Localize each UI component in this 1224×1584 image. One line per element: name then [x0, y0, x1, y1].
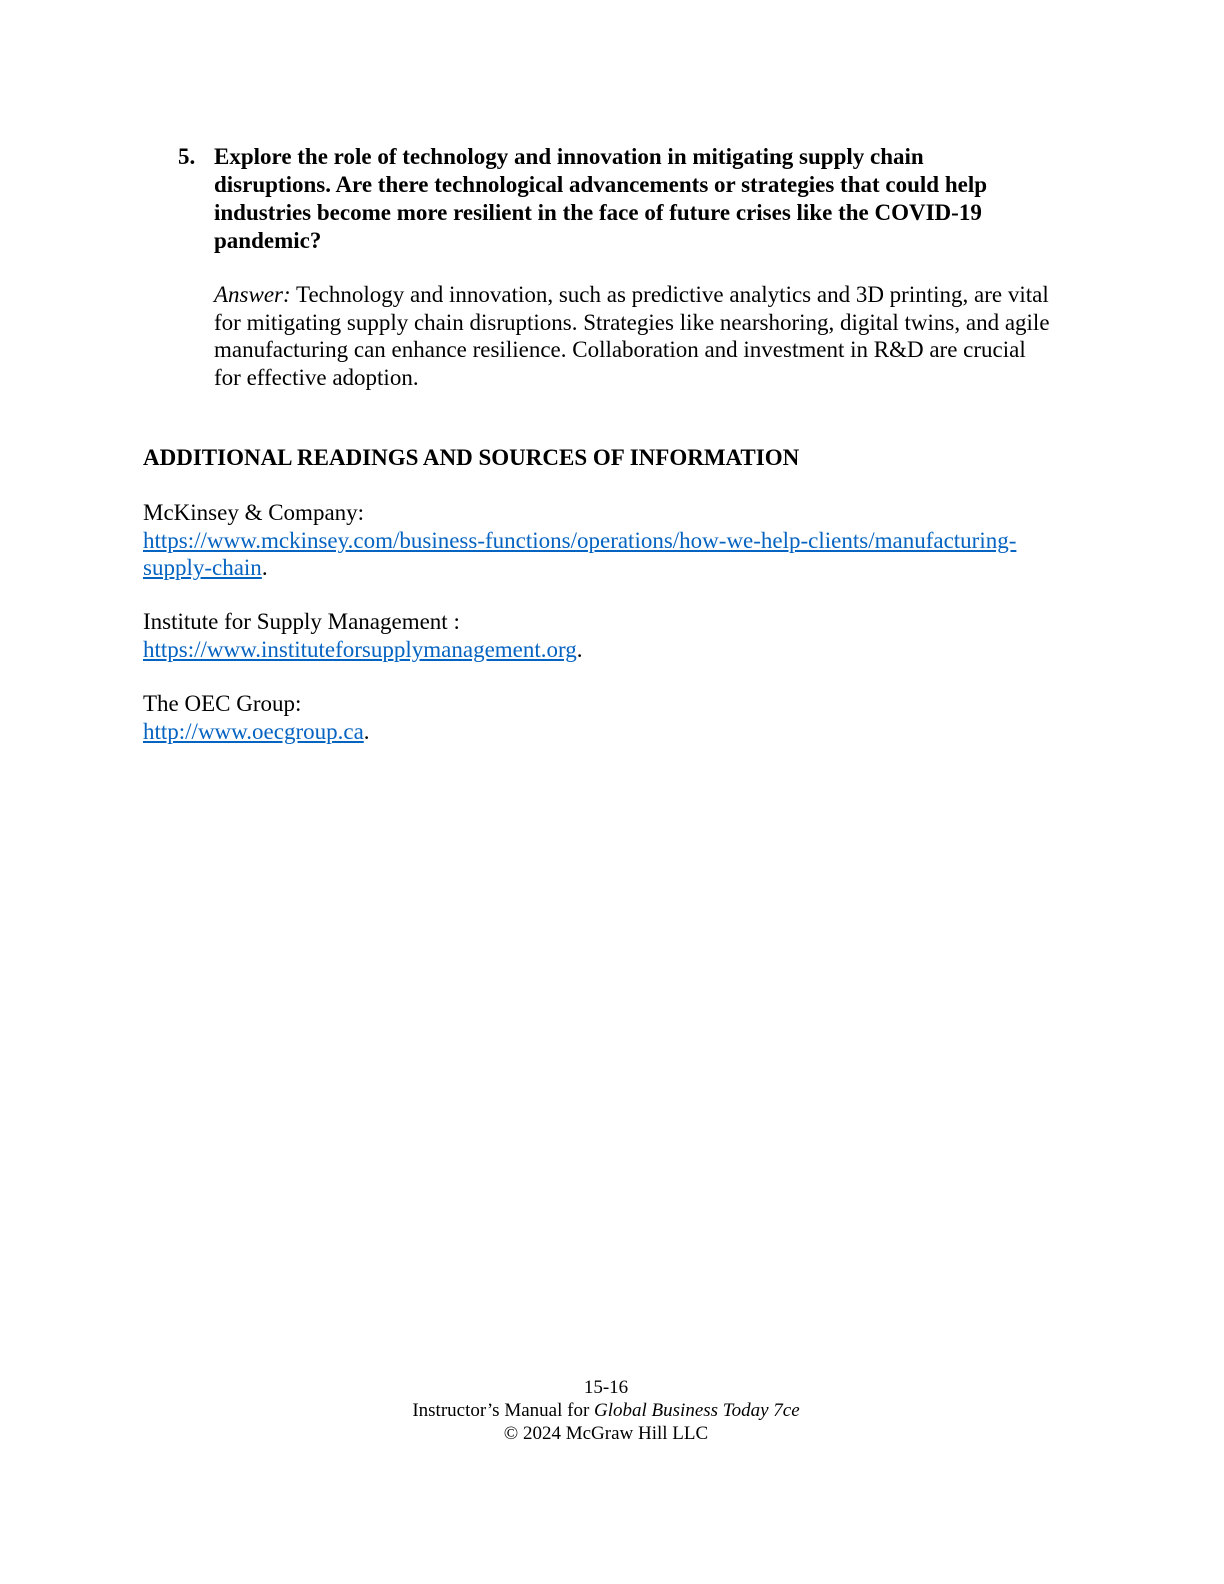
- source-name: Institute for Supply Management :: [143, 609, 460, 634]
- source-suffix: .: [363, 718, 370, 744]
- source-link[interactable]: https://www.mckinsey.com/business-functions/operations/how-we-help-clients/manufacturing-supply-chain: [143, 527, 1017, 580]
- manual-title-line: [0, 1399, 1212, 1422]
- source-suffix: .: [576, 636, 583, 662]
- question-number: 5.: [178, 144, 196, 169]
- manual-prefix: Instructor’s Manual for: [412, 1400, 595, 1421]
- source-ism: [143, 608, 1063, 663]
- section-heading: ADDITIONAL READINGS AND SOURCES OF INFORMATION: [143, 445, 800, 470]
- answer-text: Technology and innovation, such as predictive analytics and 3D printing, are vital for mitigating supply chain disruptions. Strategies like nearshoring, digital twins, and agile manufacturing can enhance resilience. Collaboration and investment in R&D are crucial for effective adoption.: [214, 282, 1050, 390]
- page-number: 15-16: [583, 1377, 629, 1398]
- source-name: The OEC Group:: [143, 691, 302, 716]
- book-title: Global Business Today 7ce: [594, 1400, 800, 1421]
- copyright-line: © 2024 McGraw Hill LLC: [503, 1423, 709, 1444]
- source-oec-group: [143, 690, 1063, 745]
- source-link[interactable]: https://www.instituteforsupplymanagement.org: [143, 636, 577, 662]
- source-link[interactable]: http://www.oecgroup.ca: [143, 718, 364, 744]
- source-name: McKinsey & Company:: [143, 500, 365, 525]
- source-suffix: .: [261, 555, 268, 580]
- question-text: Explore the role of technology and innovation in mitigating supply chain disruptions. Are there technological advancements or strategies that could help industries become more resilient in the face of future crises like the COVID-19 pandemic?: [214, 144, 988, 253]
- answer-paragraph: [214, 281, 1054, 391]
- page-footer: [0, 1376, 1212, 1445]
- answer-label: Answer:: [214, 282, 291, 307]
- source-mckinsey: [143, 499, 1063, 582]
